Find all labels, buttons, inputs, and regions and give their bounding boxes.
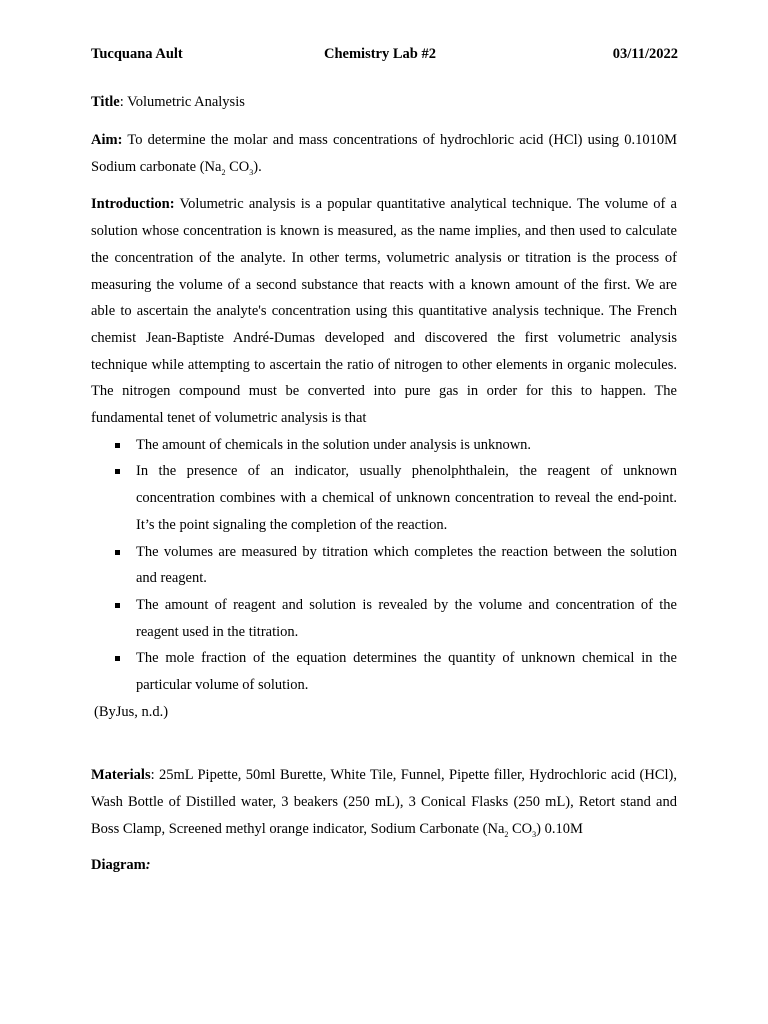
principles-list <box>91 432 677 699</box>
title-text: : Volumetric Analysis <box>119 94 245 110</box>
diagram-label: Diagram <box>91 856 146 873</box>
list-item <box>136 432 677 459</box>
list-item-text: In the presence of an indicator, usually phenolphthalein, the reagent of unknown concentration combines with a chemical of unknown concentration to reveal the end-point. It’s the point signaling the completion of the reaction. <box>136 463 677 533</box>
course-title: Chemistry Lab #2 <box>324 46 436 62</box>
aim-formula-mid: CO <box>225 158 250 175</box>
aim-label: Aim: <box>91 132 123 148</box>
aim-subscript-3: 3 <box>249 167 254 177</box>
materials-paragraph <box>91 762 677 842</box>
aim-end: ). <box>253 158 262 175</box>
list-item-text: The amount of reagent and solution is revealed by the volume and concentration of the reagent used in the titration. <box>136 596 677 640</box>
list-item-text: The volumes are measured by titration which completes the reaction between the solution and reagent. <box>136 543 677 587</box>
page-header <box>91 46 678 66</box>
list-item-text: The amount of chemicals in the solution under analysis is unknown. <box>136 436 532 453</box>
introduction-label: Introduction: <box>91 196 175 213</box>
aim-subscript-2: 2 <box>221 167 226 177</box>
list-item-text: The mole fraction of the equation determines the quantity of unknown chemical in the particular volume of solution. <box>136 650 677 694</box>
list-item <box>136 458 677 538</box>
list-item <box>136 592 677 645</box>
materials-text: : 25mL Pipette, 50ml Burette, White Tile, Funnel, Pipette filler, Hydrochloric acid (HCl), Wash Bottle of Distilled water, 3 beakers (250 mL), 3 Conical Flasks (250 mL), Retort stand and Boss Clamp, Screened methyl orange indicator, Sodium Carbonate (Na <box>91 767 677 837</box>
square-bullet-icon <box>115 656 120 661</box>
title-label: Title <box>91 94 120 110</box>
materials-subscript-3: 3 <box>532 829 537 839</box>
list-item <box>136 645 677 698</box>
aim-paragraph <box>91 127 677 180</box>
square-bullet-icon <box>115 443 120 448</box>
title-paragraph <box>91 91 677 113</box>
square-bullet-icon <box>115 603 120 608</box>
introduction-text: Volumetric analysis is a popular quantitative analytical technique. The volume of a solution whose concentration is known is measured, as the name implies, and then used to calculate the concentration of the analyte. In other terms, volumetric analysis or titration is the process of measuring the volume of a second substance that reacts with a known amount of the first. We are able to ascertain the analyte's concentration using this quantitative analysis technique. The French chemist Jean-Baptiste André-Dumas developed and discovered the first volumetric analysis technique while attempting to ascertain the ratio of nitrogen to other elements in organic molecules. The nitrogen compound must be converted into pure gas in order for this to happen. The fundamental tenet of volumetric analysis is that <box>91 196 677 427</box>
materials-label: Materials <box>91 767 151 784</box>
list-item <box>136 539 677 592</box>
materials-subscript-2: 2 <box>504 829 509 839</box>
diagram-heading <box>91 854 677 876</box>
author-name: Tucquana Ault <box>91 46 183 62</box>
materials-end: ) 0.10M <box>536 820 583 837</box>
diagram-colon: : <box>145 856 151 873</box>
introduction-paragraph <box>91 191 677 431</box>
report-date: 03/11/2022 <box>612 46 678 62</box>
citation: (ByJus, n.d.) <box>94 703 169 720</box>
square-bullet-icon <box>115 469 120 474</box>
materials-formula-mid: CO <box>508 820 533 837</box>
square-bullet-icon <box>115 550 120 555</box>
aim-text: To determine the molar and mass concentrations of hydrochloric acid (HCl) using 0.1010M Sodium carbonate (Na <box>91 132 677 175</box>
document-body <box>91 91 677 876</box>
